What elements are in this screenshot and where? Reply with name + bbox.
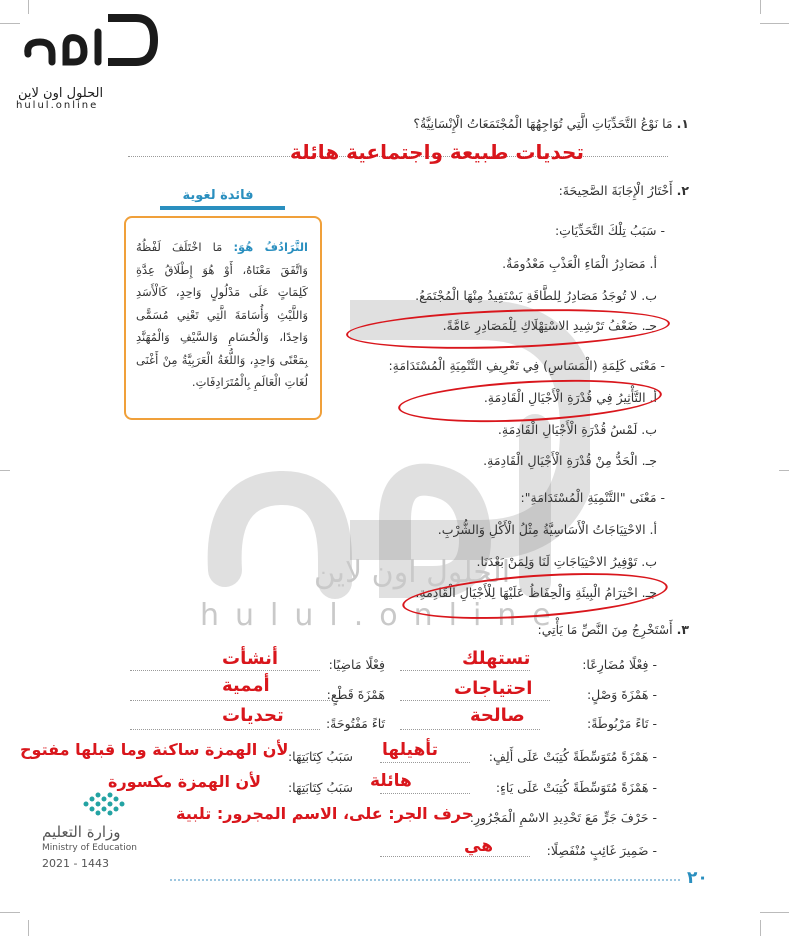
- tip-text: [136, 236, 308, 394]
- answer-line: [130, 700, 330, 701]
- extract-label: - هَمْزَةَ وَصْلٍ:: [586, 687, 657, 702]
- trim-mark: [0, 912, 20, 913]
- extract-label: - فِعْلًا مُضَارِعًا:: [582, 657, 657, 672]
- extract-answer: هي: [464, 836, 493, 856]
- extract-label: - حَرْفَ جَرٍّ مَعَ تَحْدِيدِ الاسْمِ الْمَجْرُورِ:: [469, 810, 657, 825]
- trim-mark: [0, 470, 10, 471]
- tip-title: فائدة لغوية: [182, 188, 254, 203]
- ministry-name-ar: وزارة التعليم: [42, 823, 121, 841]
- trim-mark: [28, 920, 29, 936]
- question-number: ١.: [676, 116, 689, 131]
- question-2: [559, 183, 689, 198]
- choice-option: ب. لا تُوجَدُ مَصَادِرُ لِلطَّاقَةِ يَسْتَفِيدُ مِنْهَا الْمُجْتَمَعُ.: [415, 288, 657, 303]
- footer-divider: [170, 879, 680, 881]
- answer-line: [380, 793, 470, 794]
- extract-label: - تَاءً مَرْبُوطَةً:: [586, 716, 657, 731]
- question-3: [537, 622, 689, 637]
- extract-label: سَبَبُ كِتَابَتِهَا:: [287, 780, 353, 795]
- extract-answer: لأن الهمزة مكسورة: [108, 772, 262, 791]
- extract-answer: أممية: [222, 675, 270, 696]
- choice-option: ب. تَوْفِيرُ الاحْتِيَاجَاتِ لَنَا وَلِمَنْ بَعْدَنَا.: [476, 554, 657, 569]
- answer-line: [380, 856, 530, 857]
- extract-answer: أنشأت: [222, 648, 279, 669]
- trim-mark: [760, 0, 761, 14]
- question-text: مَا نَوْعُ التَّحَدِّيَاتِ الَّتِي تُوَاجِهُهَا الْمُجْتَمَعَاتُ الْإِنْسَانِيَّةُ؟: [413, 116, 673, 131]
- answer-line: [130, 729, 320, 730]
- choice-stem: - سَبَبُ تِلْكَ التَّحَدِّيَاتِ:: [554, 223, 665, 238]
- question-title: أَسْتَخْرِجُ مِنَ النَّصِّ مَا يَأْتِي:: [537, 622, 673, 637]
- ministry-logo-icon: [82, 790, 128, 820]
- extract-label: - هَمْزَةً مُتَوَسِّطَةً كُتِبَتْ عَلَى أَلِفٍ:: [488, 749, 657, 764]
- extract-answer: تحديات: [222, 705, 284, 726]
- extract-label: فِعْلًا مَاضِيًا:: [328, 657, 385, 672]
- trim-mark: [760, 23, 789, 24]
- answer-line: [130, 670, 320, 671]
- ministry-name-en: Ministry of Education: [42, 843, 137, 853]
- extract-answer: حرف الجر: على، الاسم المجرور: تلبية: [176, 804, 474, 823]
- trim-mark: [0, 23, 20, 24]
- extract-answer: تستهلك: [462, 648, 531, 669]
- extract-answer: تأهيلها: [382, 740, 439, 760]
- tip-underline: [160, 206, 285, 210]
- extract-answer: صالحة: [470, 705, 525, 726]
- extract-label: سَبَبُ كِتَابَتِهَا:: [287, 749, 353, 764]
- choice-option: أ. الاحْتِيَاجَاتُ الْأَسَاسِيَّةُ مِثْلُ الْأَكْلِ وَالشُّرْبِ.: [437, 522, 657, 537]
- extract-label: - هَمْزَةً مُتَوَسِّطَةً كُتِبَتْ عَلَى يَاءٍ:: [495, 780, 657, 795]
- extract-answer: هائلة: [370, 771, 412, 791]
- question-number: ٢.: [676, 183, 689, 198]
- extract-label: هَمْزَةَ قَطْعٍ:: [326, 687, 385, 702]
- choice-option: جـ. احْتِرَامُ الْبِيئَةِ وَالْحِفَاظُ عَلَيْهَا لِلْأَجْيَالِ الْقَادِمَةِ.: [415, 585, 657, 600]
- choice-option: جـ. ضَعْفُ تَرْشِيدِ الاسْتِهْلَاكِ لِلْمَصَادِرِ عَامَّةً.: [442, 318, 657, 333]
- extract-label: - ضَمِيرَ غَائِبٍ مُنْفَصِلًا:: [546, 843, 657, 858]
- choice-option: أ. مَصَادِرُ الْمَاءِ الْعَذْبِ مَعْدُومَةٌ.: [502, 256, 657, 271]
- tip-keyword: التَّرَادُفُ هُوَ:: [233, 240, 308, 254]
- watermark-subtitle-en: hulul.online: [200, 598, 567, 633]
- extract-label: تَاءً مَفْتُوحَةً:: [325, 716, 385, 731]
- answer-line: [400, 670, 530, 671]
- choice-stem: - مَعْنَى كَلِمَةِ (الْمَسَاسِ) فِي تَعْرِيفِ التَّنْمِيَةِ الْمُسْتَدَامَةِ:: [388, 358, 665, 373]
- choice-option: ب. لَمْسُ قُدْرَةِ الْأَجْيَالِ الْقَادِمَةِ.: [497, 422, 657, 437]
- trim-mark: [760, 920, 761, 936]
- choice-stem: - مَعْنَى "التَّنْمِيَةِ الْمُسْتَدَامَةِ":: [520, 490, 665, 505]
- ministry-year: 2021 - 1443: [42, 857, 109, 870]
- question-title: أَخْتَارُ الْإِجَابَةَ الصَّحِيحَةَ:: [558, 183, 673, 198]
- choice-option: جـ. الْحَدُّ مِنْ قُدْرَةِ الْأَجْيَالِ الْقَادِمَةِ.: [483, 453, 657, 468]
- choice-option: أ. التَّأْثِيرُ فِي قُدْرَةِ الْأَجْيَالِ الْقَادِمَةِ.: [483, 390, 657, 405]
- watermark-subtitle-ar: الحلول اون لاين: [313, 555, 511, 590]
- trim-mark: [779, 470, 789, 471]
- answer-line: [400, 700, 550, 701]
- page-number: ٢٠: [687, 868, 708, 888]
- extract-answer: احتياجات: [454, 678, 533, 699]
- answer-line: [400, 729, 540, 730]
- hulul-logo-icon: [18, 12, 158, 72]
- logo-subtitle-en: hulul.online: [16, 100, 99, 111]
- question-1: [413, 116, 689, 131]
- answer-line: [380, 762, 470, 763]
- tip-body: مَا اخْتَلَفَ لَفْظُهُ وَاتَّفَقَ مَعْنَاهُ، أَوْ هُوَ إِطْلَاقُ عِدَّةِ كَلِمَاتٍ عَلَى مَدْلُولٍ وَاحِدٍ، كَالْأَسَدِ وَاللَّيْثِ وَأُسَامَةَ الَّتِي تَعْنِي مُسَمًّى وَاحِدًا، وَالْحُسَامِ وَالسَّيْفِ وَالْمُهَنَّدِ بِمَعْنًى وَاحِدٍ، وَاللُّغَةُ الْعَرَبِيَّةُ مِنْ أَغْنَى لُغَاتِ الْعَالَمِ بِالْمُتَرَادِفَاتِ.: [136, 240, 308, 389]
- extract-answer: لأن الهمزة ساكنة وما قبلها مفتوح: [20, 740, 289, 759]
- trim-mark: [760, 912, 789, 913]
- logo-subtitle-ar: الحلول اون لاين: [18, 86, 104, 101]
- answer-q1: تحديات طبيعة واجتماعية هائلة: [290, 140, 584, 164]
- question-number: ٣.: [676, 622, 689, 637]
